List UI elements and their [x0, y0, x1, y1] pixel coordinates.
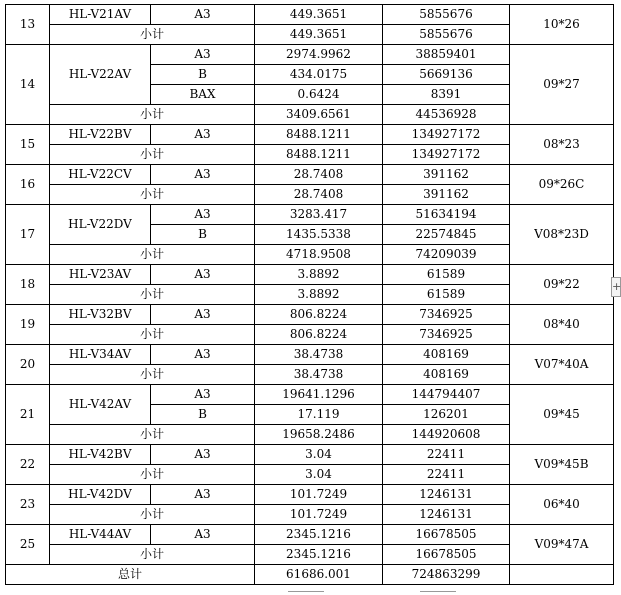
subtotal-weight-cell: 38.4738	[255, 365, 383, 385]
subtotal-label-cell: 小计	[50, 325, 255, 345]
weight-cell: 2974.9962	[255, 45, 383, 65]
code-cell: V08*23D	[510, 205, 614, 265]
subtotal-amount-cell: 134927172	[383, 145, 510, 165]
grade-cell: A3	[151, 445, 255, 465]
code-cell: 09*22	[510, 265, 614, 305]
amount-cell: 5669136	[383, 65, 510, 85]
code-cell: V07*40A	[510, 345, 614, 385]
row-number-cell: 14	[6, 45, 50, 125]
table-row	[6, 125, 614, 145]
subtotal-amount-cell: 7346925	[383, 325, 510, 345]
amount-cell: 144794407	[383, 385, 510, 405]
subtotal-weight-cell: 449.3651	[255, 25, 383, 45]
model-cell: HL-V22CV	[50, 165, 151, 185]
table-row	[6, 385, 614, 405]
table-row	[6, 165, 614, 185]
code-cell: V09*45B	[510, 445, 614, 485]
row-number-cell: 23	[6, 485, 50, 525]
model-cell: HL-V42BV	[50, 445, 151, 465]
grade-cell: BAX	[151, 85, 255, 105]
subtotal-amount-cell: 391162	[383, 185, 510, 205]
subtotal-weight-cell: 4718.9508	[255, 245, 383, 265]
grade-cell: B	[151, 65, 255, 85]
row-number-cell: 19	[6, 305, 50, 345]
total-code-cell	[510, 565, 614, 585]
grade-cell: A3	[151, 205, 255, 225]
row-number-cell: 25	[6, 525, 50, 565]
subtotal-amount-cell: 22411	[383, 465, 510, 485]
grade-cell: A3	[151, 305, 255, 325]
amount-cell: 22574845	[383, 225, 510, 245]
row-number-cell: 13	[6, 5, 50, 45]
row-number-cell: 18	[6, 265, 50, 305]
data-table	[5, 4, 614, 585]
model-cell: HL-V42DV	[50, 485, 151, 505]
weight-cell: 101.7249	[255, 485, 383, 505]
amount-cell: 408169	[383, 345, 510, 365]
weight-cell: 19641.1296	[255, 385, 383, 405]
weight-cell: 17.119	[255, 405, 383, 425]
weight-cell: 434.0175	[255, 65, 383, 85]
total-label-cell: 总计	[6, 565, 255, 585]
model-cell: HL-V22AV	[50, 45, 151, 105]
table-row	[6, 525, 614, 545]
amount-cell: 1246131	[383, 485, 510, 505]
subtotal-weight-cell: 2345.1216	[255, 545, 383, 565]
subtotal-label-cell: 小计	[50, 25, 255, 45]
grade-cell: A3	[151, 385, 255, 405]
amount-cell: 391162	[383, 165, 510, 185]
model-cell: HL-V34AV	[50, 345, 151, 365]
model-cell: HL-V21AV	[50, 5, 151, 25]
subtotal-weight-cell: 19658.2486	[255, 425, 383, 445]
code-cell: 09*45	[510, 385, 614, 445]
amount-cell: 134927172	[383, 125, 510, 145]
total-amount-cell: 724863299	[383, 565, 510, 585]
amount-cell: 16678505	[383, 525, 510, 545]
subtotal-weight-cell: 806.8224	[255, 325, 383, 345]
bottom-edge-strip	[0, 591, 619, 595]
model-cell: HL-V44AV	[50, 525, 151, 545]
subtotal-label-cell: 小计	[50, 545, 255, 565]
weight-cell: 806.8224	[255, 305, 383, 325]
subtotal-amount-cell: 144920608	[383, 425, 510, 445]
grade-cell: A3	[151, 125, 255, 145]
subtotal-weight-cell: 3409.6561	[255, 105, 383, 125]
grade-cell: A3	[151, 45, 255, 65]
weight-cell: 2345.1216	[255, 525, 383, 545]
amount-cell: 126201	[383, 405, 510, 425]
grand-total-row	[6, 565, 614, 585]
code-cell: V09*47A	[510, 525, 614, 565]
amount-cell: 5855676	[383, 5, 510, 25]
weight-cell: 8488.1211	[255, 125, 383, 145]
grade-cell: B	[151, 225, 255, 245]
subtotal-amount-cell: 1246131	[383, 505, 510, 525]
subtotal-label-cell: 小计	[50, 185, 255, 205]
weight-cell: 1435.5338	[255, 225, 383, 245]
grade-cell: A3	[151, 265, 255, 285]
subtotal-label-cell: 小计	[50, 465, 255, 485]
code-cell: 08*23	[510, 125, 614, 165]
row-number-cell: 20	[6, 345, 50, 385]
subtotal-amount-cell: 61589	[383, 285, 510, 305]
subtotal-amount-cell: 408169	[383, 365, 510, 385]
grade-cell: A3	[151, 165, 255, 185]
subtotal-amount-cell: 74209039	[383, 245, 510, 265]
subtotal-weight-cell: 101.7249	[255, 505, 383, 525]
amount-cell: 61589	[383, 265, 510, 285]
subtotal-weight-cell: 28.7408	[255, 185, 383, 205]
row-number-cell: 17	[6, 205, 50, 265]
table-row	[6, 265, 614, 285]
weight-cell: 3.04	[255, 445, 383, 465]
subtotal-weight-cell: 3.04	[255, 465, 383, 485]
weight-cell: 0.6424	[255, 85, 383, 105]
model-cell: HL-V22DV	[50, 205, 151, 245]
subtotal-weight-cell: 3.8892	[255, 285, 383, 305]
subtotal-weight-cell: 8488.1211	[255, 145, 383, 165]
amount-cell: 8391	[383, 85, 510, 105]
grade-cell: A3	[151, 345, 255, 365]
table-row	[6, 485, 614, 505]
table-row	[6, 45, 614, 65]
weight-cell: 38.4738	[255, 345, 383, 365]
amount-cell: 22411	[383, 445, 510, 465]
code-cell: 10*26	[510, 5, 614, 45]
table-body	[6, 5, 614, 585]
weight-cell: 28.7408	[255, 165, 383, 185]
table-row	[6, 305, 614, 325]
table-row	[6, 445, 614, 465]
grade-cell: A3	[151, 525, 255, 545]
subtotal-label-cell: 小计	[50, 365, 255, 385]
weight-cell: 3.8892	[255, 265, 383, 285]
row-number-cell: 16	[6, 165, 50, 205]
grade-cell: A3	[151, 5, 255, 25]
subtotal-label-cell: 小计	[50, 285, 255, 305]
model-cell: HL-V32BV	[50, 305, 151, 325]
row-number-cell: 15	[6, 125, 50, 165]
subtotal-amount-cell: 5855676	[383, 25, 510, 45]
model-cell: HL-V22BV	[50, 125, 151, 145]
table-row	[6, 205, 614, 225]
subtotal-amount-cell: 16678505	[383, 545, 510, 565]
subtotal-amount-cell: 44536928	[383, 105, 510, 125]
model-cell: HL-V42AV	[50, 385, 151, 425]
code-cell: 08*40	[510, 305, 614, 345]
subtotal-label-cell: 小计	[50, 505, 255, 525]
row-number-cell: 21	[6, 385, 50, 445]
subtotal-label-cell: 小计	[50, 105, 255, 125]
subtotal-label-cell: 小计	[50, 425, 255, 445]
amount-cell: 7346925	[383, 305, 510, 325]
grade-cell: A3	[151, 485, 255, 505]
amount-cell: 38859401	[383, 45, 510, 65]
row-number-cell: 22	[6, 445, 50, 485]
weight-cell: 449.3651	[255, 5, 383, 25]
code-cell: 06*40	[510, 485, 614, 525]
subtotal-label-cell: 小计	[50, 145, 255, 165]
weight-cell: 3283.417	[255, 205, 383, 225]
code-cell: 09*27	[510, 45, 614, 125]
grade-cell: B	[151, 405, 255, 425]
table-row	[6, 345, 614, 365]
code-cell: 09*26C	[510, 165, 614, 205]
subtotal-label-cell: 小计	[50, 245, 255, 265]
total-weight-cell: 61686.001	[255, 565, 383, 585]
expand-plus-icon[interactable]: +	[611, 277, 621, 297]
table-row	[6, 5, 614, 25]
amount-cell: 51634194	[383, 205, 510, 225]
model-cell: HL-V23AV	[50, 265, 151, 285]
